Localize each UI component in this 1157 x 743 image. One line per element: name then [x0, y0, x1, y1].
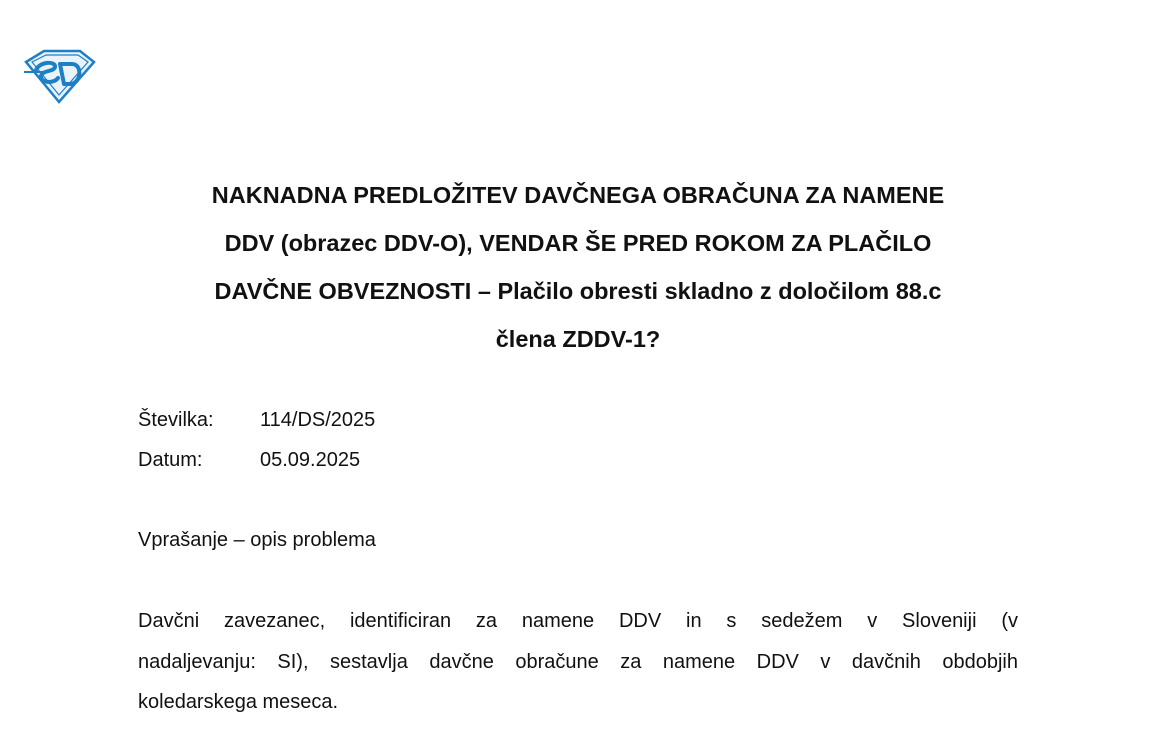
body-paragraph [138, 601, 1018, 723]
title-line-4: člena ZDDV-1? [495, 326, 661, 352]
section-heading: Vprašanje – opis problema [138, 529, 376, 551]
company-logo-icon [22, 48, 96, 104]
paragraph-line-1: Davčni zavezanec, identificiran za namene DDV in s sedežem v Sloveniji (v [138, 610, 1018, 632]
number-value: 114/DS/2025 [260, 409, 376, 431]
paragraph-line-2: nadaljevanju: SI), sestavlja davčne obračune za namene DDV v davčnih obdobjih [138, 650, 1018, 673]
document-meta [138, 400, 375, 480]
date-label: Datum: [138, 449, 203, 471]
title-line-1: NAKNADNA PREDLOŽITEV DAVČNEGA OBRAČUNA ZA NAMENE [211, 182, 945, 208]
title-line-3: DAVČNE OBVEZNOSTI – Plačilo obresti skladno z določilom 88.c [214, 278, 942, 304]
number-label: Številka: [138, 409, 214, 431]
date-value: 05.09.2025 [260, 449, 361, 471]
number-row [138, 400, 375, 440]
date-row [138, 440, 375, 480]
paragraph-line-3: koledarskega meseca. [138, 691, 339, 713]
title-line-2: DDV (obrazec DDV-O), VENDAR ŠE PRED ROKOM ZA PLAČILO [224, 230, 932, 256]
document-title [138, 171, 1018, 363]
